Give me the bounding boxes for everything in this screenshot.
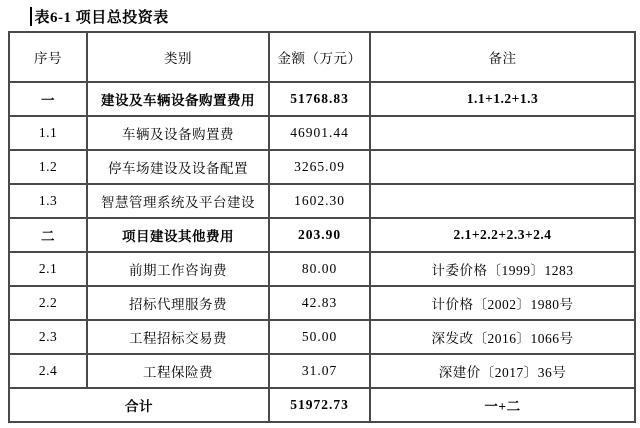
row-note-cell: 深建价〔2017〕36号: [370, 354, 635, 388]
row-amount-cell: 50.00: [269, 320, 370, 354]
total-row: [9, 388, 635, 422]
header-category: 类别: [87, 32, 269, 82]
row-amount-cell: 80.00: [269, 252, 370, 286]
row-no-cell: 2.2: [9, 286, 87, 320]
row-category-cell: 建设及车辆设备购置费用: [87, 82, 269, 116]
table-row: [9, 320, 635, 354]
investment-table: [8, 31, 636, 423]
row-no-cell: 2.4: [9, 354, 87, 388]
header-no: 序号: [9, 32, 87, 82]
row-note-cell: 计委价格〔1999〕1283: [370, 252, 635, 286]
row-note-cell: [370, 150, 635, 184]
row-amount-cell: 51768.83: [269, 82, 370, 116]
row-note-cell: [370, 116, 635, 150]
header-note: 备注: [370, 32, 635, 82]
row-amount-cell: 46901.44: [269, 116, 370, 150]
table-row: [9, 82, 635, 116]
table-row: [9, 184, 635, 218]
row-no-cell: 2.3: [9, 320, 87, 354]
row-amount-cell: 3265.09: [269, 150, 370, 184]
row-no-cell: 1.1: [9, 116, 87, 150]
row-note-cell: 1.1+1.2+1.3: [370, 82, 635, 116]
row-category-cell: 停车场建设及设备配置: [87, 150, 269, 184]
row-amount-cell: 1602.30: [269, 184, 370, 218]
row-category-cell: 招标代理服务费: [87, 286, 269, 320]
row-amount-cell: 31.07: [269, 354, 370, 388]
row-category-cell: 车辆及设备购置费: [87, 116, 269, 150]
row-amount-cell: 42.83: [269, 286, 370, 320]
text-cursor: [30, 7, 32, 26]
row-note-cell: 计价格〔2002〕1980号: [370, 286, 635, 320]
row-category-cell: 工程保险费: [87, 354, 269, 388]
row-no-cell: 1.2: [9, 150, 87, 184]
total-note-cell: 一+二: [370, 388, 635, 422]
table-row: [9, 150, 635, 184]
row-amount-cell: 203.90: [269, 218, 370, 252]
row-note-cell: 深发改〔2016〕1066号: [370, 320, 635, 354]
table-row: [9, 354, 635, 388]
document-title-block: [30, 5, 169, 27]
table-header-row: [9, 32, 635, 82]
row-note-cell: [370, 184, 635, 218]
table-row: [9, 218, 635, 252]
total-amount-cell: 51972.73: [269, 388, 370, 422]
row-category-cell: 项目建设其他费用: [87, 218, 269, 252]
page-title: 表6-1 项目总投资表: [34, 9, 169, 26]
header-amount: 金额（万元）: [269, 32, 370, 82]
row-category-cell: 工程招标交易费: [87, 320, 269, 354]
row-no-cell: 2.1: [9, 252, 87, 286]
row-no-cell: 二: [9, 218, 87, 252]
table-row: [9, 252, 635, 286]
row-no-cell: 一: [9, 82, 87, 116]
row-note-cell: 2.1+2.2+2.3+2.4: [370, 218, 635, 252]
row-no-cell: 1.3: [9, 184, 87, 218]
row-category-cell: 智慧管理系统及平台建设: [87, 184, 269, 218]
total-label-cell: 合计: [9, 388, 269, 422]
table-row: [9, 116, 635, 150]
row-category-cell: 前期工作咨询费: [87, 252, 269, 286]
table-row: [9, 286, 635, 320]
